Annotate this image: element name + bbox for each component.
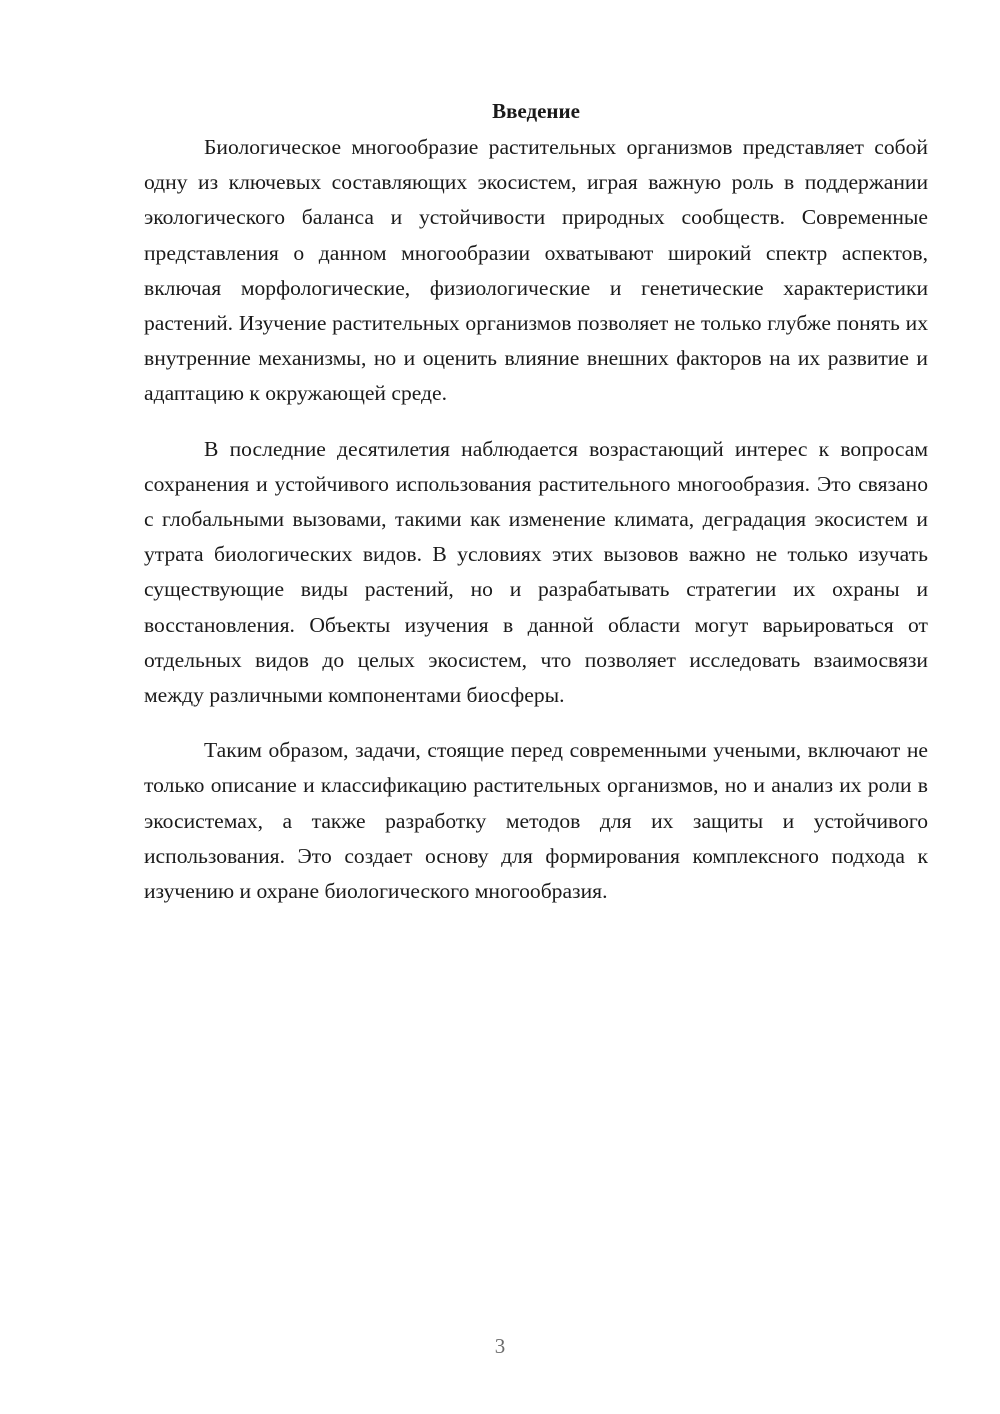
paragraph-1: Биологическое многообразие растительных организмов представляет собой одну из ключевых составляющих экосистем, играя важную роль в поддержании экологического баланса и устойчивости природных сообществ. Современные представления о данном многообразии охватывают широкий спектр аспектов, включая морфологические, физиологические и генетические характеристики растений. Изучение растительных организмов позволяет не только глубже понять их внутренние механизмы, но и оценить влияние внешних факторов на их развитие и адаптацию к окружающей среде. <box>144 135 928 406</box>
page-body <box>144 96 928 929</box>
paragraph-3: Таким образом, задачи, стоящие перед современными учеными, включают не только описание и классификацию растительных организмов, но и анализ их роли в экосистемах, а также разработку методов для их защиты и устойчивого использования. Это создает основу для формирования комплексного подхода к изучению и охране биологического многообразия. <box>144 738 928 904</box>
paragraph-2: В последние десятилетия наблюдается возрастающий интерес к вопросам сохранения и устойчивого использования растительного многообразия. Это связано с глобальными вызовами, такими как изменение климата, деградация экосистем и утрата биологических видов. В условиях этих вызовов важно не только изучать существующие виды растений, но и разрабатывать стратегии их охраны и восстановления. Объекты изучения в данной области могут варьироваться от отдельных видов до целых экосистем, что позволяет исследовать взаимосвязи между различными компонентами биосферы. <box>144 436 928 708</box>
page-number: 3 <box>494 1334 506 1358</box>
section-heading: Введение <box>492 99 580 123</box>
